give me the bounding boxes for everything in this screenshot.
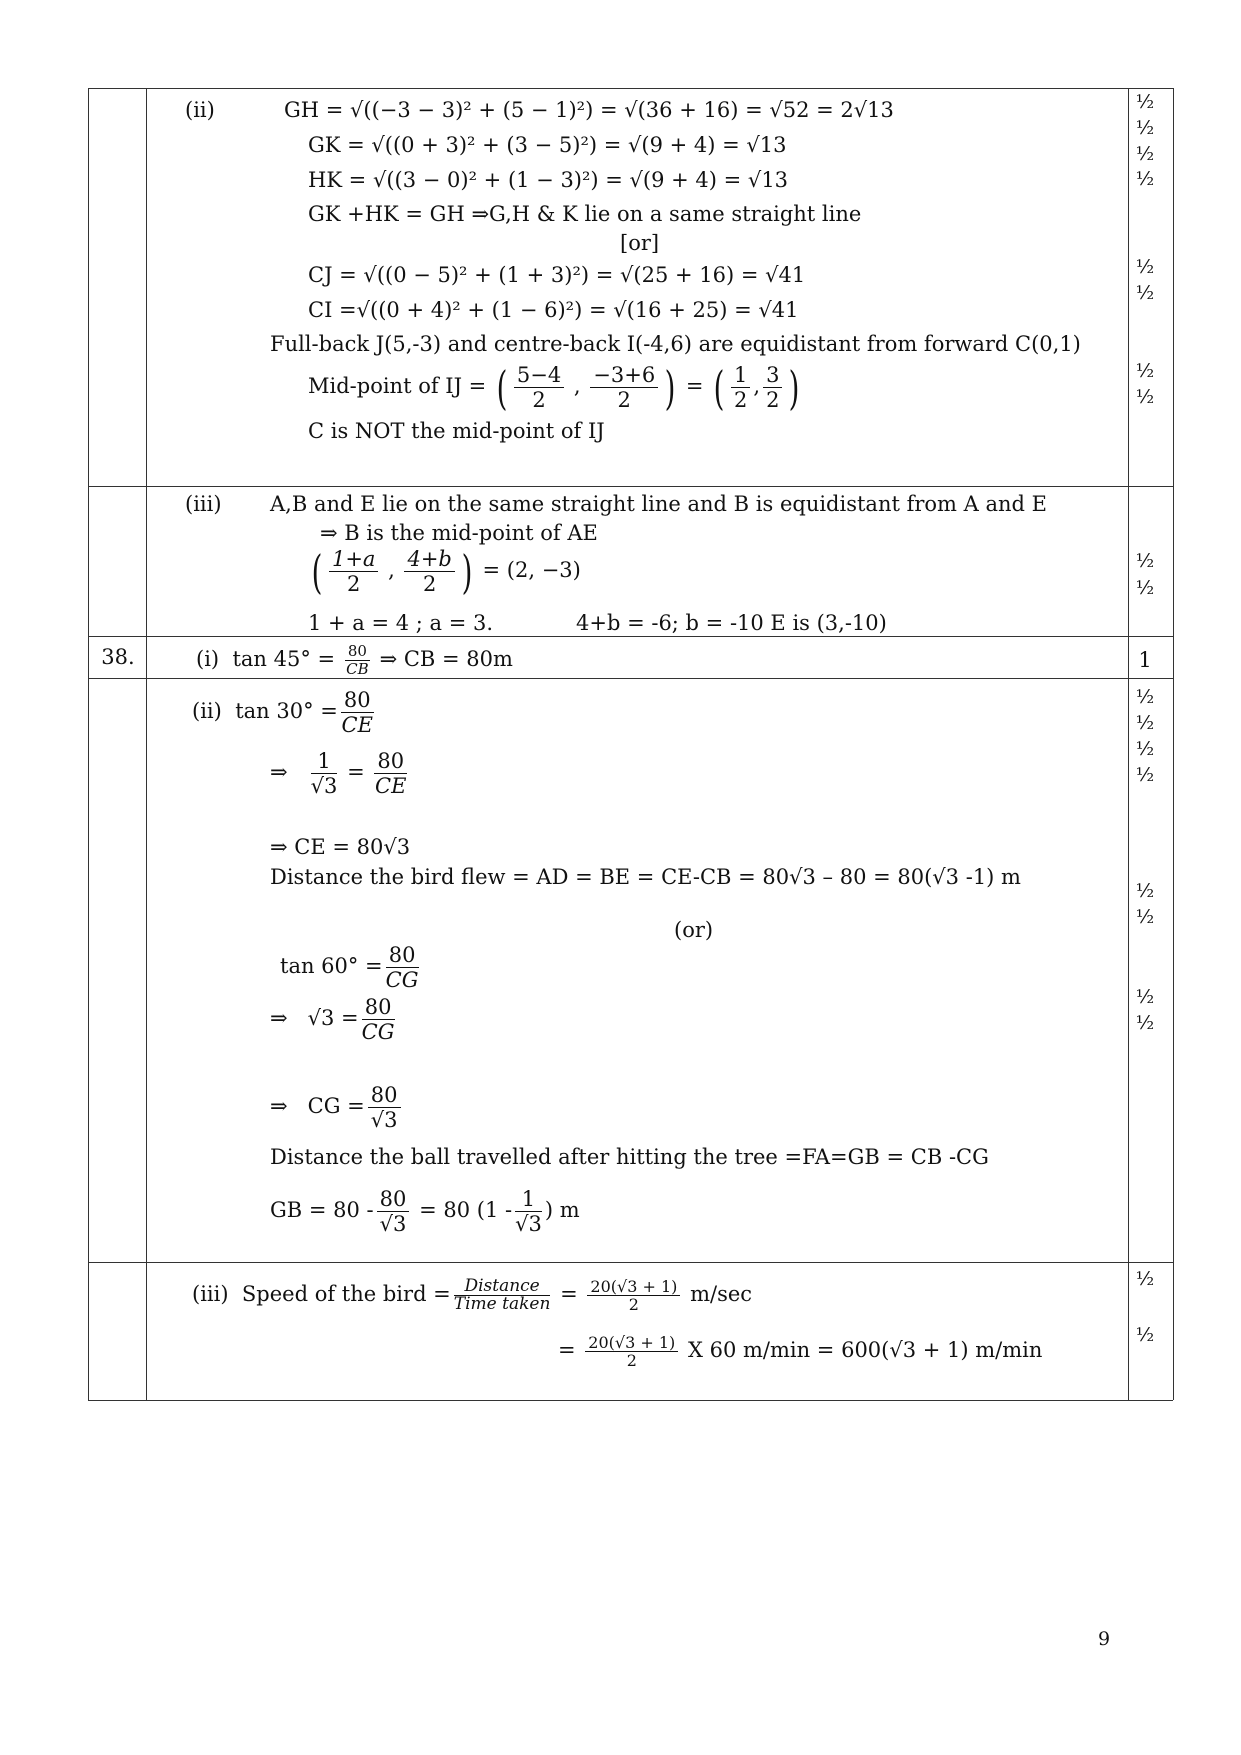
mark: ½ bbox=[1135, 282, 1155, 304]
frac-num: 80 bbox=[377, 1187, 410, 1212]
frac-den: 2 bbox=[617, 388, 631, 412]
frac-den: 2 bbox=[734, 388, 748, 412]
mark: ½ bbox=[1135, 386, 1155, 408]
q38-part-i bbox=[196, 641, 513, 678]
tan30-label: tan 30° = bbox=[235, 699, 338, 723]
row-divider bbox=[88, 636, 1173, 637]
mark: ½ bbox=[1135, 577, 1155, 599]
sqrt3-ce-equation: ⇒ $\frac{1}{√3}$ = $\frac{80}{CE}$ bbox=[270, 749, 407, 798]
mark: ½ bbox=[1135, 117, 1155, 139]
part-label: (iii) bbox=[192, 1282, 229, 1306]
table-border-top bbox=[88, 88, 1173, 89]
table-border-left bbox=[88, 88, 89, 1400]
bird-distance: Distance the bird flew = AD = BE = CE-CB = 80√3 – 80 = 80(√3 -1) m bbox=[270, 865, 1021, 889]
not-midpoint-statement: C is NOT the mid-point of IJ bbox=[308, 419, 605, 443]
frac-num: 80 bbox=[386, 943, 419, 968]
frac-num: 1+a bbox=[329, 547, 378, 572]
mark: ½ bbox=[1135, 986, 1155, 1008]
cg-equation bbox=[270, 1080, 404, 1132]
frac-den: √3 bbox=[379, 1212, 407, 1236]
part-label: (ii) bbox=[192, 699, 222, 723]
frac-den: √3 bbox=[515, 1212, 542, 1236]
sqrt3-equals: √3 = bbox=[307, 1006, 359, 1030]
frac-den: 2 bbox=[347, 572, 361, 596]
table-border-bottom bbox=[88, 1400, 1173, 1401]
mark: ½ bbox=[1135, 1268, 1155, 1290]
mark: ½ bbox=[1135, 738, 1155, 760]
mark: ½ bbox=[1135, 143, 1155, 165]
row-divider bbox=[88, 486, 1173, 487]
mark: ½ bbox=[1135, 91, 1155, 113]
frac-num: 4+b bbox=[404, 547, 454, 572]
midpoint-label: Mid-point of IJ = bbox=[308, 374, 493, 398]
solve-a: 1 + a = 4 ; a = 3. bbox=[308, 611, 494, 635]
speed-result: X 60 m/min = 600(√3 + 1) m/min bbox=[687, 1338, 1043, 1362]
part-label: (iii) bbox=[185, 492, 222, 516]
gb-unit: ) m bbox=[544, 1198, 580, 1222]
frac-den: CG bbox=[361, 1020, 395, 1044]
gb-simplified: = 80 (1 - bbox=[419, 1198, 513, 1222]
equals: = bbox=[560, 1282, 578, 1306]
speed-equation bbox=[192, 1268, 752, 1320]
collinear-statement: GK +HK = GH ⇒G,H & K lie on a same straight line bbox=[308, 202, 862, 226]
answer-table bbox=[88, 88, 1173, 1400]
speed-label: Speed of the bird = bbox=[241, 1282, 451, 1306]
or-separator: [or] bbox=[620, 231, 660, 255]
frac-num: 5−4 bbox=[514, 363, 564, 388]
mark: ½ bbox=[1135, 880, 1155, 902]
midpoint-ae-equation: ( $\frac{1+a}{2}$ , $\frac{4+b}{2}$ ) = (2, −3) bbox=[311, 544, 581, 599]
question-number: 38. bbox=[101, 645, 135, 669]
mark: ½ bbox=[1135, 550, 1155, 572]
frac-den: CE bbox=[341, 713, 373, 737]
ce-result: ⇒ CE = 80√3 bbox=[270, 835, 411, 859]
part-label: (i) bbox=[196, 647, 220, 671]
frac-den: Time taken bbox=[453, 1294, 551, 1314]
equals: = bbox=[558, 1338, 576, 1362]
frac-den: 2 bbox=[766, 388, 780, 412]
tan45-label: tan 45° = bbox=[232, 647, 336, 671]
row-divider bbox=[88, 678, 1173, 679]
mark: ½ bbox=[1135, 1324, 1155, 1346]
column-divider bbox=[1128, 88, 1129, 1400]
cb-result: ⇒ CB = 80m bbox=[379, 647, 513, 671]
cj-distance: CJ = √((0 − 5)² + (1 + 3)²) = √(25 + 16) = √41 bbox=[308, 263, 806, 287]
page-number: 9 bbox=[1098, 1628, 1111, 1650]
frac-den: 2 bbox=[422, 572, 437, 596]
mark: ½ bbox=[1135, 906, 1155, 928]
speed-unit: m/sec bbox=[690, 1282, 753, 1306]
frac-den: 2 bbox=[628, 1295, 639, 1314]
mark: ½ bbox=[1135, 712, 1155, 734]
frac-num: 80 bbox=[374, 749, 407, 774]
solve-b: 4+b = -6; b = -10 E is (3,-10) bbox=[576, 611, 887, 635]
gk-distance: GK = √((0 + 3)² + (3 − 5)²) = √(9 + 4) = √13 bbox=[308, 133, 787, 157]
hk-distance: HK = √((3 − 0)² + (1 − 3)²) = √(9 + 4) = √13 bbox=[308, 168, 789, 192]
gh-distance: GH = √((−3 − 3)² + (5 − 1)²) = √(36 + 16) = √52 = 2√13 bbox=[284, 98, 894, 122]
midpoint-ij: Mid-point of IJ = ( $\frac{5-4}{2}$ , $\frac{-3+6}{2}$ ) = ( $\frac{1}{2}$ , $\frac{3}{2}$ ) bbox=[308, 360, 800, 415]
frac-den: CB bbox=[346, 660, 369, 678]
mark: 1 bbox=[1138, 648, 1152, 672]
mark: ½ bbox=[1135, 168, 1155, 190]
b-midpoint-statement: ⇒ B is the mid-point of AE bbox=[320, 521, 598, 545]
mark: ½ bbox=[1135, 686, 1155, 708]
frac-num: 1 bbox=[731, 363, 750, 388]
mark: ½ bbox=[1135, 1012, 1155, 1034]
gb-label: GB = 80 - bbox=[270, 1198, 374, 1222]
frac-num: 80 bbox=[362, 995, 395, 1020]
tan60-label: tan 60° = bbox=[280, 954, 383, 978]
mark: ½ bbox=[1135, 764, 1155, 786]
frac-num: 80 bbox=[341, 688, 374, 713]
frac-num: 1 bbox=[515, 1187, 542, 1212]
frac-num: 80 bbox=[345, 643, 370, 661]
frac-den: √3 bbox=[370, 1108, 398, 1132]
frac-num: 3 bbox=[763, 363, 782, 388]
frac-den: 2 bbox=[626, 1351, 637, 1370]
mark: ½ bbox=[1135, 256, 1155, 278]
sqrt3-cg-equation bbox=[270, 992, 398, 1044]
gb-equation bbox=[270, 1184, 580, 1236]
frac-num: 80 bbox=[368, 1083, 401, 1108]
frac-den: 2 bbox=[532, 388, 546, 412]
equidistant-statement: Full-back J(5,-3) and centre-back I(-4,6) are equidistant from forward C(0,1) bbox=[270, 332, 1081, 356]
implies-arrow: ⇒ bbox=[270, 1006, 288, 1030]
tan30-equation bbox=[192, 685, 377, 737]
implies-arrow: ⇒ bbox=[270, 760, 288, 784]
row-divider bbox=[88, 1262, 1173, 1263]
frac-num: 20(√3 + 1) bbox=[587, 1278, 680, 1296]
tan60-equation bbox=[280, 940, 422, 992]
frac-den: CE bbox=[375, 774, 407, 798]
frac-num: 1 bbox=[311, 749, 338, 774]
collinear-b-statement: A,B and E lie on the same straight line and B is equidistant from A and E bbox=[270, 492, 1047, 516]
frac-num: Distance bbox=[454, 1278, 551, 1296]
column-divider bbox=[146, 88, 147, 1400]
frac-num: 20(√3 + 1) bbox=[585, 1334, 678, 1352]
table-border-right bbox=[1173, 88, 1174, 1400]
ci-distance: CI =√((0 + 4)² + (1 − 6)²) = √(16 + 25) = √41 bbox=[308, 298, 799, 322]
speed-per-minute bbox=[558, 1324, 1042, 1376]
mark: ½ bbox=[1135, 360, 1155, 382]
cg-equals: CG = bbox=[307, 1094, 365, 1118]
frac-num: −3+6 bbox=[590, 363, 658, 388]
frac-den: √3 bbox=[310, 774, 338, 798]
ball-distance: Distance the ball travelled after hitting the tree =FA=GB = CB -CG bbox=[270, 1145, 989, 1169]
or-separator: (or) bbox=[674, 918, 714, 942]
frac-den: CG bbox=[385, 968, 419, 992]
implies-arrow: ⇒ bbox=[270, 1094, 288, 1118]
part-label: (ii) bbox=[185, 98, 215, 122]
midpoint-value: = (2, −3) bbox=[482, 558, 581, 582]
